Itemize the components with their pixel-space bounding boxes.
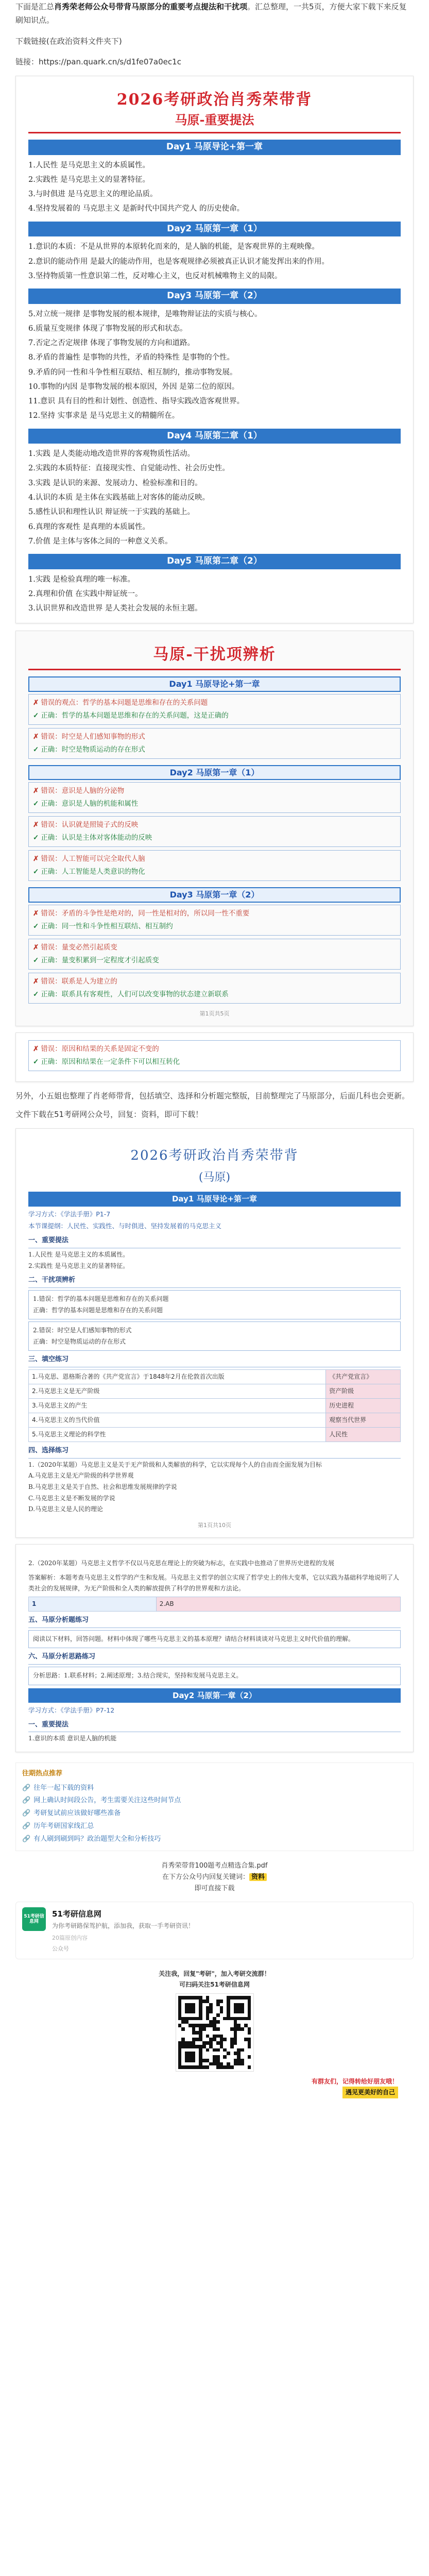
footer-line: 肖秀荣带背100题考点精选合集.pdf bbox=[161, 1862, 268, 1870]
distractor-item bbox=[28, 1040, 401, 1071]
ws-section-title: 一、重要提法 bbox=[28, 1235, 401, 1248]
related-link[interactable] bbox=[22, 1794, 407, 1807]
related-link[interactable] bbox=[22, 1820, 407, 1833]
point-item: 2.实践性 是马克思主义的显著特征。 bbox=[28, 175, 150, 184]
article-body bbox=[0, 0, 429, 76]
answer-table bbox=[28, 1597, 401, 1612]
ws-text: 1.人民性 是马克思主义的本质属性。 bbox=[28, 1251, 129, 1259]
check-icon: ✓ bbox=[33, 990, 39, 998]
mid-paragraph-1: 另外，小五姐也整理了肖老师带背，包括填空、选择和分析题完整版，目前整理完了马原部分，后面几科也会更新。 bbox=[15, 1091, 410, 1100]
point-item: 3.认识世界和改造世界 是人类社会发展的永恒主题。 bbox=[28, 604, 202, 613]
link-icon: 🔗 bbox=[22, 1822, 31, 1830]
related-link-text[interactable]: 考研复试前应该做好哪些准备 bbox=[33, 1809, 121, 1818]
qr-section bbox=[0, 1969, 429, 2071]
title-divider bbox=[28, 132, 401, 133]
check-icon: ✓ bbox=[33, 1057, 39, 1066]
answer-cell: 资产阶级 bbox=[326, 1384, 401, 1399]
table-cell: 5.马克思主义理论的科学性 bbox=[29, 1428, 326, 1442]
question-text: 2.（2020年某题）马克思主义哲学不仅以马克思在理论上的突破为标志，在实践中也推动了世界历史进程的发展 bbox=[28, 1560, 334, 1567]
cross-icon: ✗ bbox=[33, 943, 39, 952]
day-bar: Day2 马原第一章（1） bbox=[28, 765, 401, 781]
ws-section-title: 四、选择练习 bbox=[28, 1445, 401, 1459]
point-item: 3.坚持物质第一性意识第二性，反对唯心主义，也反对机械唯物主义的局限。 bbox=[28, 272, 282, 280]
related-links bbox=[15, 1762, 414, 1851]
footer-text bbox=[0, 1860, 429, 1894]
worksheet-page-2 bbox=[15, 1544, 414, 1752]
download-link[interactable]: 链接：https://pan.quark.cn/s/d1fe07a0ec1c bbox=[15, 57, 181, 66]
ws-box bbox=[28, 1321, 401, 1351]
doc2-days bbox=[28, 676, 401, 1003]
point-item: 1.人民性 是马克思主义的本质属性。 bbox=[28, 161, 150, 170]
table-row bbox=[29, 1413, 401, 1428]
doc-subtitle: 马原-重要提法 bbox=[175, 112, 254, 127]
ws-line: 学习方式：《学法手册》P1-7 bbox=[28, 1210, 111, 1218]
ws-box bbox=[28, 1667, 401, 1685]
related-link[interactable] bbox=[22, 1833, 407, 1846]
ws-box bbox=[28, 1290, 401, 1319]
wrong-statement: 错误：时空是人们感知事物的形式 bbox=[41, 732, 145, 741]
check-icon: ✓ bbox=[33, 868, 39, 876]
point-item: 4.认识的本质 是主体在实践基础上对客体的能动反映。 bbox=[28, 493, 210, 502]
right-statement: 正确：原因和结果在一定条件下可以相互转化 bbox=[41, 1057, 180, 1066]
point-item: 7.否定之否定规律 体现了事物发展的方向和道路。 bbox=[28, 339, 195, 348]
ws-text: 正确：时空是物质运动的存在形式 bbox=[33, 1337, 126, 1345]
doc2-title: 马原-干扰项辨析 bbox=[153, 646, 276, 664]
ws-text: 正确：哲学的基本问题是思维和存在的关系问题 bbox=[33, 1306, 163, 1314]
cross-icon: ✗ bbox=[33, 698, 39, 707]
fill-table bbox=[28, 1369, 401, 1442]
right-statement: 正确：同一性和斗争性相互联结、相互制约 bbox=[41, 922, 173, 930]
point-item: 2.实践的本质特征：直接现实性、自觉能动性、社会历史性。 bbox=[28, 464, 230, 473]
doc-distractor-analysis bbox=[15, 631, 414, 1026]
doc-extra-item bbox=[15, 1032, 414, 1082]
wrong-statement: 错误：人工智能可以完全取代人脑 bbox=[41, 855, 145, 863]
account-card[interactable] bbox=[15, 1902, 414, 1959]
ws-section-title: 五、马原分析题练习 bbox=[28, 1615, 401, 1628]
cross-icon: ✗ bbox=[33, 1044, 39, 1053]
ws-title: 2026考研政治肖秀荣带背 bbox=[130, 1148, 299, 1164]
worksheet-page-1 bbox=[15, 1128, 414, 1538]
account-type: 公众号 bbox=[52, 1945, 69, 1953]
link-icon: 🔗 bbox=[22, 1784, 31, 1792]
point-item: 5.感性认识和理性认识 辩证统一于实践的基础上。 bbox=[28, 508, 195, 517]
wrong-statement: 错误：意识是人脑的分泌物 bbox=[41, 787, 125, 795]
ws-day-bar: Day2 马原第一章（2） bbox=[28, 1688, 401, 1703]
point-item: 5.对立统一规律 是事物发展的根本规律，是唯物辩证法的实质与核心。 bbox=[28, 310, 262, 318]
cross-icon: ✗ bbox=[33, 732, 39, 741]
point-item: 12.坚持 实事求是 是马克思主义的精髓所在。 bbox=[28, 412, 180, 420]
table-row bbox=[29, 1399, 401, 1413]
qr-code bbox=[176, 1994, 253, 2071]
ws-text: 1.错误：哲学的基本问题是思维和存在的关系问题 bbox=[33, 1295, 169, 1302]
ribbon bbox=[15, 2076, 414, 2100]
ws-line: 学习方式：《学法手册》P7-12 bbox=[28, 1706, 115, 1714]
answer-cell: 《共产党宣言》 bbox=[326, 1370, 401, 1384]
check-icon: ✓ bbox=[33, 956, 39, 964]
right-statement: 正确：人工智能是人类意识的物化 bbox=[41, 868, 145, 876]
wrong-statement: 错误：原因和结果的关系是固定不变的 bbox=[41, 1044, 159, 1053]
middle-text bbox=[0, 1089, 429, 1129]
related-link[interactable] bbox=[22, 1782, 407, 1795]
day-bar: Day5 马原第二章（2） bbox=[28, 554, 401, 569]
right-statement: 正确：联系具有客观性，人们可以改变事物的状态建立新联系 bbox=[41, 990, 229, 998]
intro-paragraph-1 bbox=[15, 0, 414, 27]
table-row bbox=[29, 1384, 401, 1399]
related-link-text[interactable]: 历年考研国家线汇总 bbox=[33, 1822, 94, 1830]
related-head: 往期热点推荐 bbox=[22, 1770, 63, 1778]
check-icon: ✓ bbox=[33, 745, 39, 754]
related-link-text[interactable]: 往年一起下载的资料 bbox=[33, 1784, 94, 1792]
doc1-days bbox=[28, 140, 401, 616]
point-item: 1.实践 是检验真理的唯一标准。 bbox=[28, 575, 135, 584]
point-item: 10.事物的内因 是事物发展的根本原因，外因 是第二位的原因。 bbox=[28, 382, 239, 391]
account-logo: 51考研信息网 bbox=[22, 1907, 46, 1931]
point-item: 6.真理的客观性 是真理的本质属性。 bbox=[28, 522, 150, 531]
ribbon-badge: 遇见更美好的自己 bbox=[342, 2087, 398, 2098]
check-icon: ✓ bbox=[33, 834, 39, 842]
link-icon: 🔗 bbox=[22, 1835, 31, 1843]
answer-cell: 2.AB bbox=[156, 1597, 400, 1611]
ws-text: 1.意识的本质 意识是人脑的机能 bbox=[28, 1735, 117, 1742]
table-cell: 1.马克思、恩格斯合著的《共产党宣言》于1848年2月在伦敦首次出版 bbox=[29, 1370, 326, 1384]
ws-section-title: 二、干扰项辨析 bbox=[28, 1275, 401, 1288]
distractor-item bbox=[28, 782, 401, 813]
point-item: 3.实践 是认识的来源、发展动力、检验标准和目的。 bbox=[28, 479, 202, 487]
keyword-pill: 资料 bbox=[249, 1873, 267, 1881]
doc-important-points bbox=[15, 76, 414, 623]
option: C.马克思主义是不断发展的学说 bbox=[28, 1494, 115, 1502]
qr-text: 可扫码关注51考研信息网 bbox=[179, 1980, 250, 1988]
account-name: 51考研信息网 bbox=[52, 1909, 101, 1919]
link-icon: 🔗 bbox=[22, 1797, 31, 1805]
answer-cell: 1 bbox=[29, 1597, 157, 1611]
point-item: 2.真理和价值 在实践中辩证统一。 bbox=[28, 589, 143, 598]
cross-icon: ✗ bbox=[33, 977, 39, 986]
ws-section-title: 三、填空练习 bbox=[28, 1354, 401, 1367]
cross-icon: ✗ bbox=[33, 821, 39, 829]
page-number: 第1页共10页 bbox=[198, 1521, 231, 1529]
point-item: 8.矛盾的普遍性 是事物的共性，矛盾的特殊性 是事物的个性。 bbox=[28, 353, 235, 362]
ws-text: 阅读以下材料，回答问题。材料中体现了哪些马克思主义的基本原理？请结合材料谈谈对马克思主义时代价值的理解。 bbox=[33, 1635, 355, 1642]
ws-box bbox=[28, 1630, 401, 1649]
download-note: 下载链接(在政治资料文件夹下) bbox=[15, 36, 122, 46]
distractor-item bbox=[28, 850, 401, 881]
ws-section-title: 一、重要提法 bbox=[28, 1719, 401, 1733]
day-bar: Day4 马原第二章（1） bbox=[28, 429, 401, 444]
wrong-statement: 错误的观点：哲学的基本问题是思维和存在的关系问题 bbox=[41, 698, 208, 707]
ws-text: 分析思路：1.联系材料；2.阐述原理；3.结合现实，坚持和发展马克思主义。 bbox=[33, 1671, 243, 1679]
distractor-item bbox=[28, 694, 401, 725]
point-item: 6.质量互变规律 体现了事物发展的形式和状态。 bbox=[28, 324, 187, 333]
table-cell: 4.马克思主义的当代价值 bbox=[29, 1413, 326, 1428]
qr-text: 关注我，回复"考研"，加入考研交流群！ bbox=[159, 1970, 270, 1978]
distractor-item bbox=[28, 973, 401, 1004]
ws-text: 2.实践性 是马克思主义的显著特征。 bbox=[28, 1262, 129, 1269]
option: B.马克思主义是关于自然、社会和思维发展规律的学说 bbox=[28, 1483, 177, 1491]
point-item: 9.矛盾的同一性和斗争性相互联结、相互制约，推动事物发展。 bbox=[28, 368, 237, 377]
day-bar: Day1 马原导论+第一章 bbox=[28, 140, 401, 155]
table-row bbox=[29, 1370, 401, 1384]
intro-bold: 肖秀荣老师公众号带背马原部分的重要考点提法和干扰项 bbox=[54, 2, 248, 11]
point-item: 4.坚持发展着的 马克思主义 是新时代中国共产党人 的历史使命。 bbox=[28, 205, 245, 213]
table-cell: 2.马克思主义是无产阶级 bbox=[29, 1384, 326, 1399]
link-icon: 🔗 bbox=[22, 1809, 31, 1818]
point-item: 1.意识的本质：不是从世界的本原转化而来的，是人脑的机能，是客观世界的主观映像。 bbox=[28, 243, 319, 251]
table-row bbox=[29, 1428, 401, 1442]
ws-subtitle: (马原) bbox=[198, 1171, 231, 1184]
cross-icon: ✗ bbox=[33, 855, 39, 863]
wrong-statement: 错误：量变必然引起质变 bbox=[41, 943, 117, 952]
check-icon: ✓ bbox=[33, 711, 39, 720]
ws-section-title: 六、马原分析思路练习 bbox=[28, 1651, 401, 1665]
ws-line: 本节课提纲：人民性、实践性、与时俱进、坚持发展着的马克思主义 bbox=[28, 1222, 222, 1230]
right-statement: 正确：时空是物质运动的存在形式 bbox=[41, 745, 145, 754]
title-divider bbox=[28, 669, 401, 670]
point-item: 2.意识的能动作用 是最大的能动作用，也是客观规律必须被真正认识才能发挥出来的作用。 bbox=[28, 257, 329, 266]
right-statement: 正确：量变积累到一定程度才引起质变 bbox=[41, 956, 159, 964]
point-item: 1.实践 是人类能动地改造世界的客观物质性活动。 bbox=[28, 450, 195, 459]
answer-cell: 人民性 bbox=[326, 1428, 401, 1442]
answer-cell: 历史进程 bbox=[326, 1399, 401, 1413]
day-bar: Day3 马原第一章（2） bbox=[28, 887, 401, 903]
point-item: 3.与时俱进 是马克思主义的理论品质。 bbox=[28, 190, 158, 199]
related-link[interactable] bbox=[22, 1807, 407, 1820]
right-statement: 正确：哲学的基本问题是思维和存在的关系问题，这是正确的 bbox=[41, 711, 229, 720]
mid-paragraph-2: 文件下载在51考研网公众号，回复：资料，即可下载！ bbox=[15, 1110, 203, 1120]
distractor-item bbox=[28, 728, 401, 759]
point-item: 11.意识 具有目的性和计划性、创造性、指导实践改造客观世界。 bbox=[28, 397, 245, 406]
point-item: 7.价值 是主体与客体之间的一种意义关系。 bbox=[28, 537, 173, 546]
footer-line: 在下方公众号内回复关键词： bbox=[162, 1873, 249, 1882]
check-icon: ✓ bbox=[33, 800, 39, 808]
intro-text: 下面是汇总 bbox=[15, 2, 55, 11]
wrong-statement: 错误：认识就是照镜子式的反映 bbox=[41, 821, 139, 829]
check-icon: ✓ bbox=[33, 922, 39, 930]
option: A.马克思主义是无产阶级的科学世界观 bbox=[28, 1472, 134, 1480]
right-statement: 正确：意识是人脑的机能和属性 bbox=[41, 800, 139, 808]
day-bar: Day3 马原第一章（2） bbox=[28, 289, 401, 304]
ribbon-text: 有群友们，记得转给好朋友哦！ bbox=[311, 2078, 398, 2086]
intro-text-tail: 。汇总整理，一共5页，方便大家下载下来反复刷知识点。 bbox=[15, 2, 407, 25]
ws-text: 2.错误：时空是人们感知事物的形式 bbox=[33, 1327, 132, 1334]
account-meta: 20篇原创内容 bbox=[52, 1934, 88, 1941]
answer-cell: 观察当代世界 bbox=[326, 1413, 401, 1428]
cross-icon: ✗ bbox=[33, 909, 39, 918]
related-list bbox=[22, 1782, 407, 1845]
related-link-text[interactable]: 网上确认时间段公告，考生需要关注这些时间节点 bbox=[33, 1797, 181, 1805]
day-bar: Day1 马原导论+第一章 bbox=[28, 676, 401, 692]
right-statement: 正确：认识是主体对客体能动的反映 bbox=[41, 834, 152, 842]
page-number: 第1页共5页 bbox=[199, 1010, 230, 1017]
distractor-item bbox=[28, 939, 401, 970]
option: D.马克思主义是人民的理论 bbox=[28, 1505, 104, 1513]
footer-line: 即可直接下载 bbox=[194, 1885, 235, 1893]
cross-icon: ✗ bbox=[33, 787, 39, 795]
ws-day-bar: Day1 马原导论+第一章 bbox=[28, 1192, 401, 1206]
answer-analysis: 答案解析：本题考查马克思主义哲学的产生和发展。马克思主义哲学的创立实现了哲学史上的伟大变革，它以实践为基础科学地说明了人类社会的发展规律，为无产阶级和全人类的解放提供了科学的世界观和方法论。 bbox=[28, 1573, 400, 1592]
question-text: 1.（2020年某题）马克思主义是关于无产阶级和人类解放的科学，它以实现每个人的自由而全面发展为目标 bbox=[28, 1461, 322, 1468]
wrong-statement: 错误：联系是人为建立的 bbox=[41, 977, 117, 986]
table-cell: 3.马克思主义的产生 bbox=[29, 1399, 326, 1413]
day-bar: Day2 马原第一章（1） bbox=[28, 222, 401, 237]
distractor-item bbox=[28, 816, 401, 847]
wrong-statement: 错误：矛盾的斗争性是绝对的，同一性是相对的，所以同一性不重要 bbox=[41, 909, 250, 918]
account-desc: 为你考研路保驾护航，添加我，获取一手考研资讯！ bbox=[52, 1922, 195, 1929]
distractor-item bbox=[28, 905, 401, 936]
doc-title: 2026考研政治肖秀荣带背 bbox=[116, 91, 313, 109]
related-link-text[interactable]: 有人刷到刷到吗？政治题型大全和分析技巧 bbox=[33, 1835, 161, 1843]
